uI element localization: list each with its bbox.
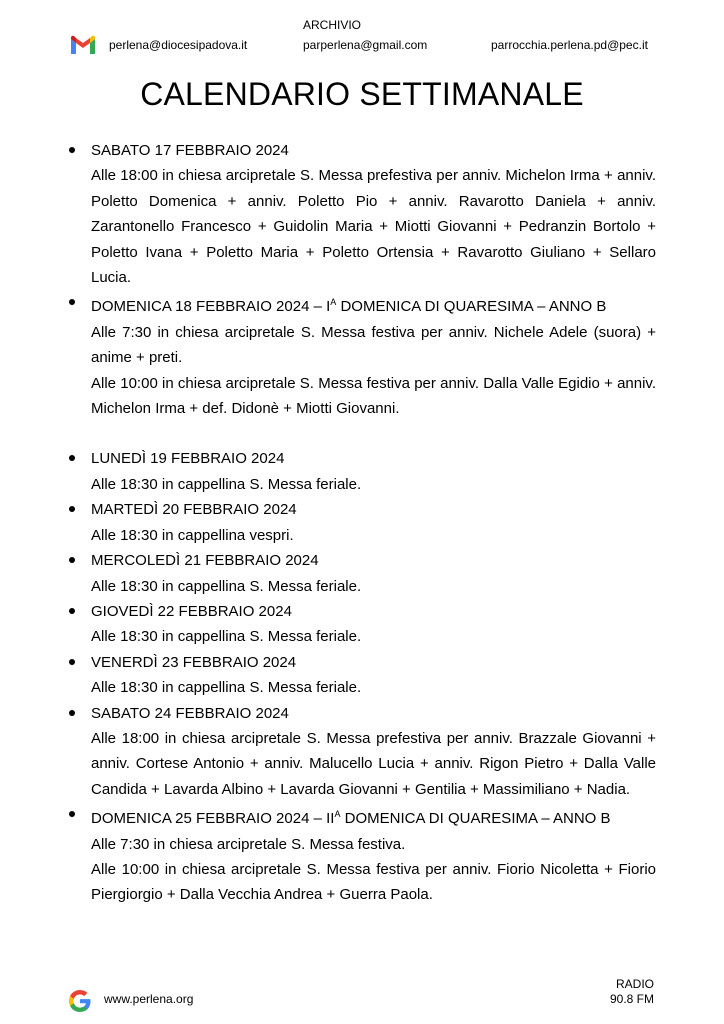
email-pec[interactable]: parrocchia.perlena.pd@pec.it <box>491 38 648 52</box>
email-diocesi[interactable]: perlena@diocesipadova.it <box>109 38 248 52</box>
day-heading: DOMENICA 18 FEBBRAIO $2024 - I^A$ DOMENICA DI QUARESIMA – ANNO B <box>91 297 607 316</box>
day-text: Alle 18:30 in cappellina vespri. <box>91 526 294 544</box>
day-text: Alle 18:30 in cappellina S. Messa feriale. <box>91 679 362 697</box>
day-text: Alle 10:00 in chiesa arcipretale S. Messa festiva per anniv. Dalla Valle Egidio + anniv. Michelon Irma + def. Didonè + Miotti Giovanni. <box>91 374 656 418</box>
email-gmail[interactable]: parperlena@gmail.com <box>303 38 428 52</box>
day-text: Alle 18:30 in cappellina S. Messa feriale. <box>91 475 362 493</box>
list-item-mon-19 <box>60 446 656 497</box>
day-text: Alle 18:00 in chiesa arcipretale S. Messa prefestiva per anniv. Brazzale Giovanni + anniv. Cortese Antonio + anniv. Malucello Lucia + anniv. Rigon Pietro + Dalla Valle Candida + Lavarda Albino + Lavarda Giovanni + Gentilia + Massimiliano + Nadia. <box>91 729 656 798</box>
radio-label: RADIO <box>615 977 654 991</box>
day-heading: VENERDÌ 23 FEBBRAIO 2024 <box>91 653 297 671</box>
day-heading: LUNEDÌ 19 FEBBRAIO 2024 <box>91 450 285 468</box>
day-heading: DOMENICA 25 FEBBRAIO $2024 - II^A$ DOMENICA DI QUARESIMA – ANNO B <box>91 809 611 828</box>
google-icon <box>68 989 92 1018</box>
gmail-icon <box>70 35 96 60</box>
archive-label: ARCHIVIO <box>303 18 362 32</box>
list-item-fri-23 <box>60 650 656 701</box>
list-item-sat-24 <box>60 701 656 803</box>
day-text: Alle 18:30 in cappellina S. Messa feriale. <box>91 577 362 595</box>
page-title: CALENDARIO SETTIMANALE <box>140 76 584 112</box>
radio-info <box>610 977 654 1007</box>
spacer <box>60 421 656 446</box>
list-item-tue-20 <box>60 497 656 548</box>
day-heading: SABATO 17 FEBBRAIO 2024 <box>91 142 289 159</box>
day-text: Alle 18:30 in cappellina S. Messa feriale. <box>91 628 362 646</box>
day-heading: SABATO 24 FEBBRAIO 2024 <box>91 704 289 722</box>
day-text: Alle 7:30 in chiesa arcipretale S. Messa festiva per anniv. Nichele Adele (suora) + anime + preti. <box>91 323 656 367</box>
day-heading: MERCOLEDÌ 21 FEBBRAIO 2024 <box>91 552 319 570</box>
day-text: Alle 18:00 in chiesa arcipretale S. Messa prefestiva per anniv. Michelon Irma + anniv. Poletto Domenica + anniv. Poletto Pio + anniv. Ravarotto Daniela + anniv. Zarantonello Francesco + Guidolin Maria + Miotti Giovanni + Pedranzin Bortolo + Poletto Ivana + Poletto Maria + Poletto Ortensia + Ravarotto Giuliano + Sellaro Lucia. <box>91 167 656 287</box>
list-item-thu-22 <box>60 599 656 650</box>
radio-frequency: 90.8 FM <box>609 992 654 1006</box>
website-link[interactable]: www.perlena.org <box>104 992 194 1006</box>
day-heading: MARTEDÌ 20 FEBBRAIO 2024 <box>91 501 297 519</box>
day-text: Alle 10:00 in chiesa arcipretale S. Messa festiva per anniv. Fiorio Nicoletta + Fiorio Piergiorgio + Dalla Vecchia Andrea + Guerra Paola. <box>91 860 656 904</box>
list-item-sun-18 <box>60 290 656 421</box>
day-text: Alle 7:30 in chiesa arcipretale S. Messa festiva. <box>91 835 406 853</box>
list-item-sat-17 <box>60 138 656 290</box>
day-heading: GIOVEDÌ 22 FEBBRAIO 2024 <box>91 602 292 620</box>
list-item-sun-25 <box>60 802 656 908</box>
list-item-wed-21 <box>60 548 656 599</box>
weekly-calendar-list <box>60 138 656 908</box>
